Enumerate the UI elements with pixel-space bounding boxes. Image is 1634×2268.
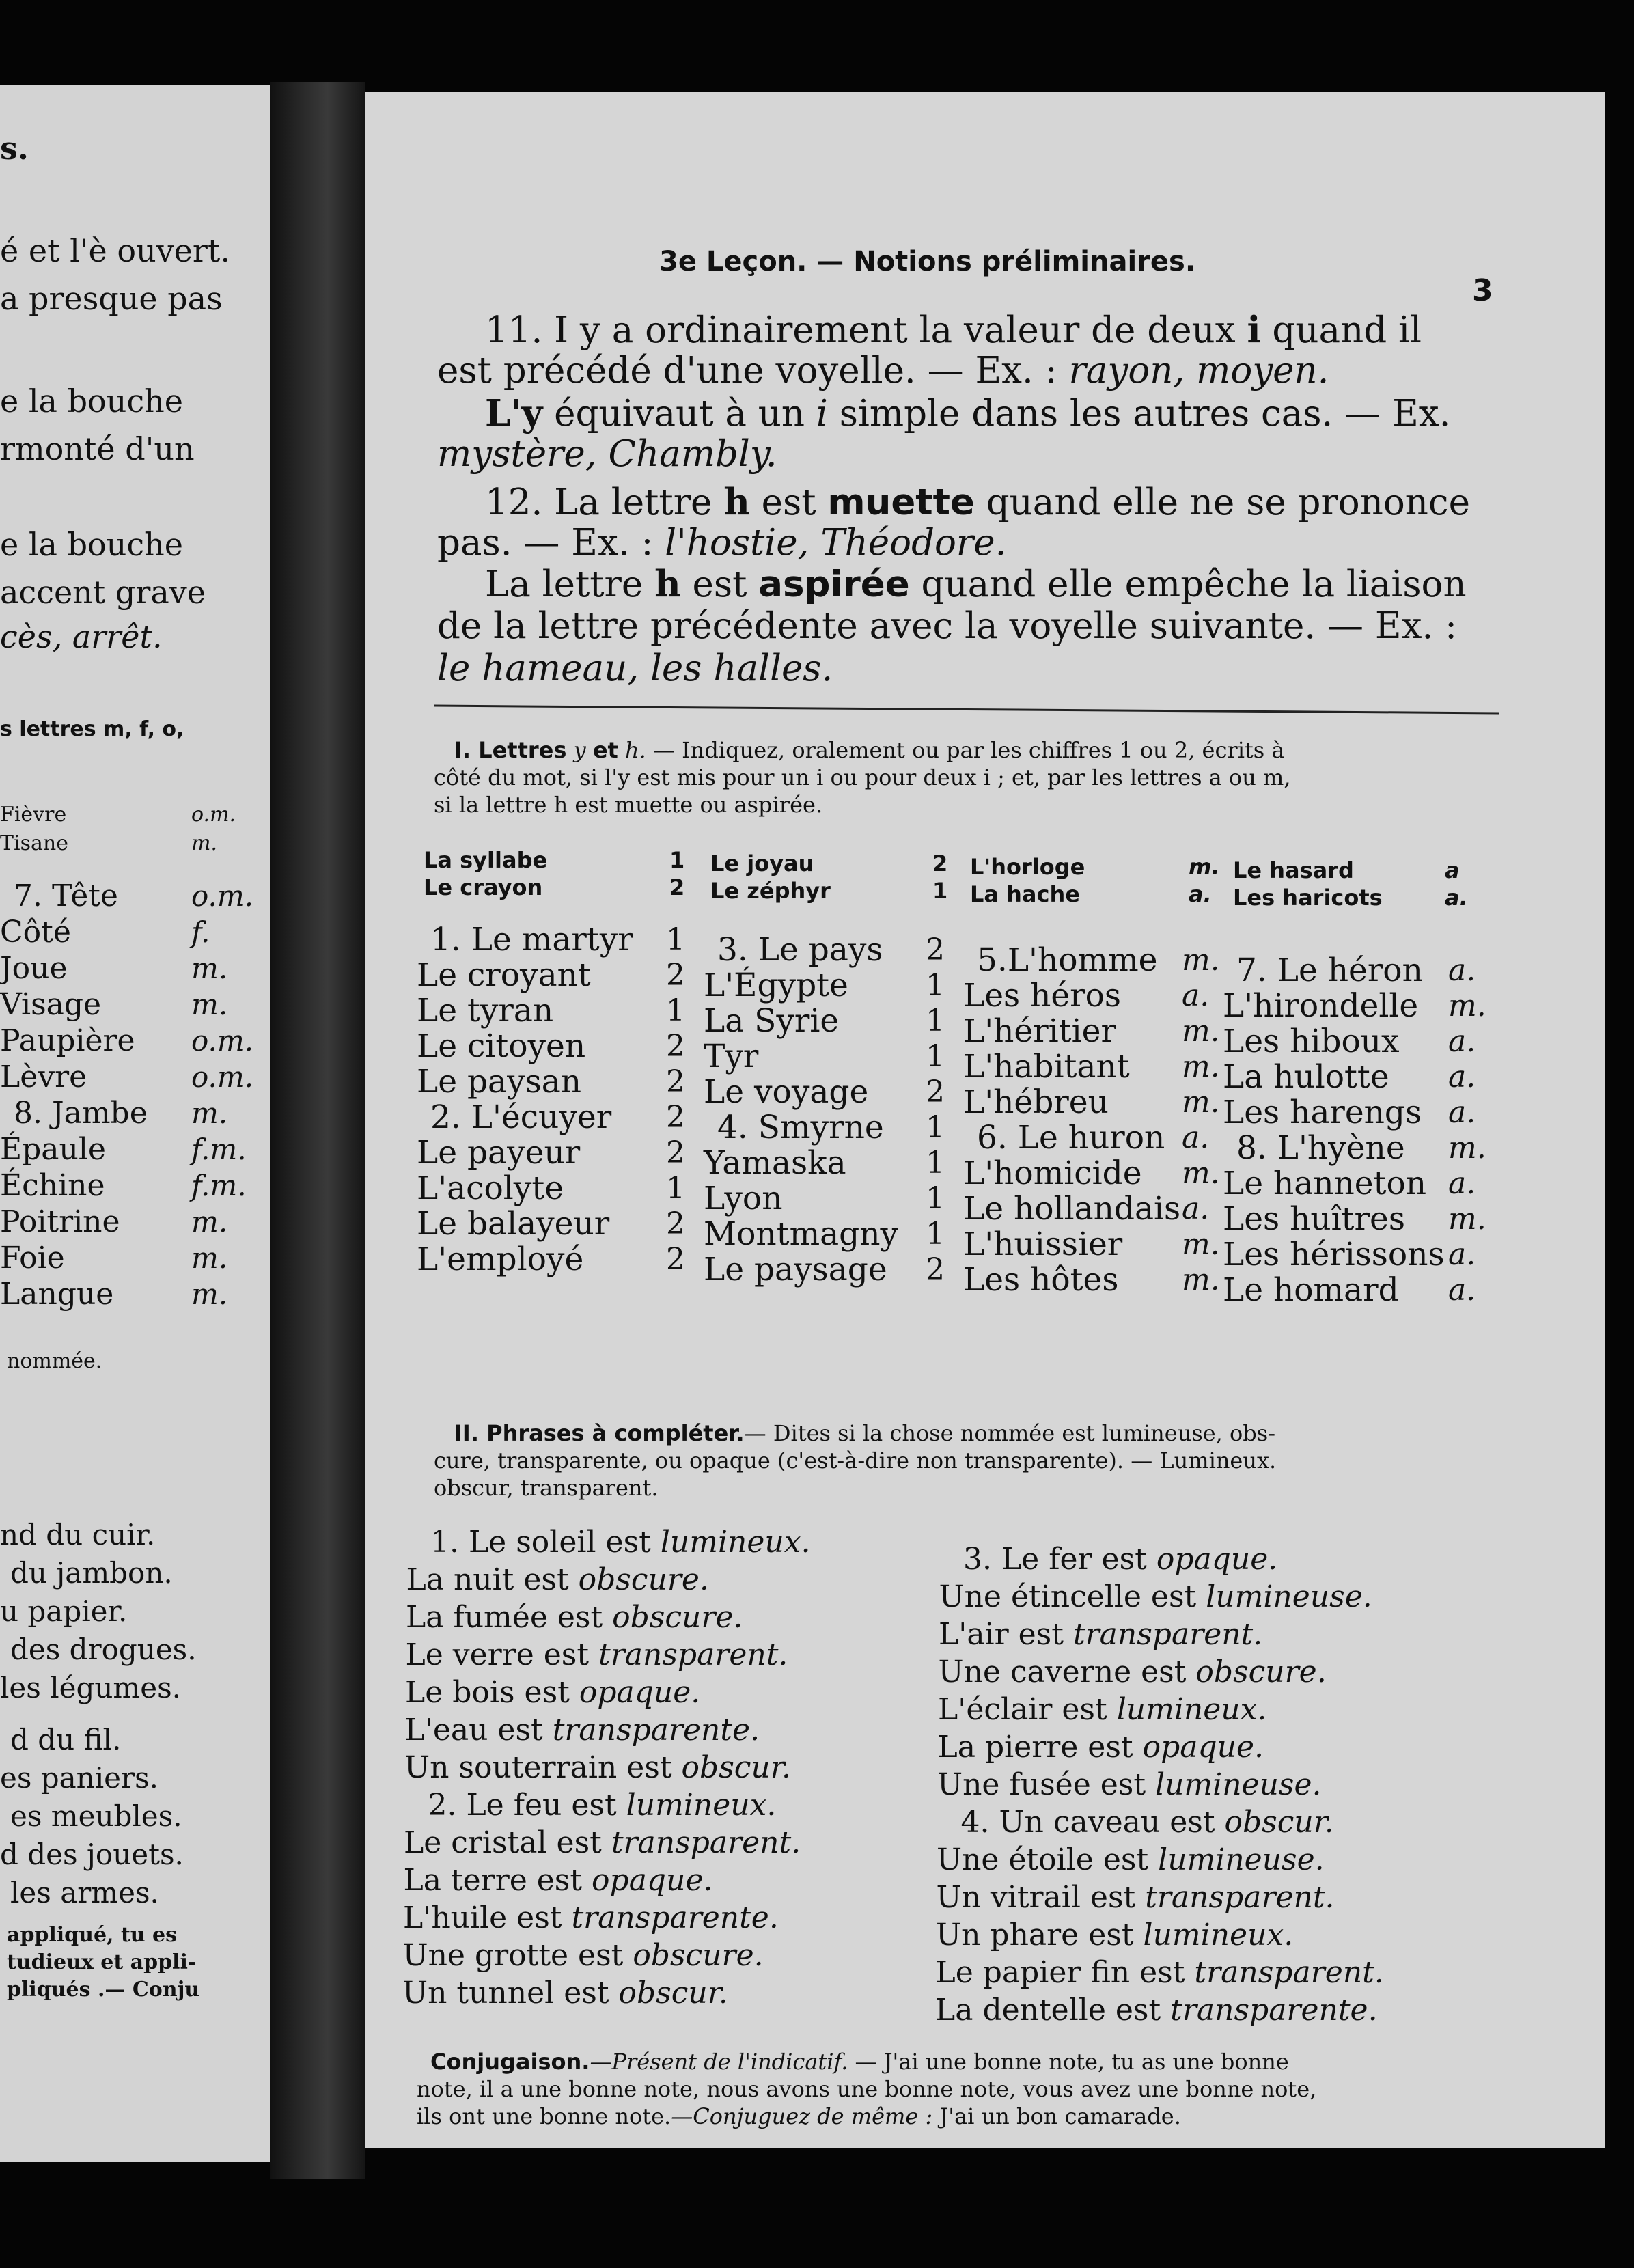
- exercise-1-line-3: si la lettre h est muette ou aspirée.: [434, 792, 823, 818]
- word-item: 1. Le martyr: [430, 921, 633, 958]
- left-page-word: Tisane: [0, 831, 68, 855]
- word-answer: 2: [666, 1242, 685, 1277]
- left-page-word: Lèvre: [0, 1060, 87, 1094]
- word-answer: 2: [666, 958, 685, 993]
- left-page-word-gender: m.: [191, 831, 217, 855]
- phrase-answer: opaque.: [1156, 1542, 1278, 1577]
- left-page-bottom-line: tudieux et appli-: [7, 1950, 197, 1974]
- phrase-line: [961, 1803, 1334, 1841]
- phrase-line: [404, 1862, 713, 1899]
- left-page-bottom-line: appliqué, tu es: [7, 1923, 178, 1947]
- example-word: Le joyau: [710, 850, 814, 876]
- phrase-line: [935, 1991, 1378, 2029]
- left-page-word: 8. Jambe: [14, 1096, 148, 1131]
- phrase-text: L'air est: [939, 1617, 1073, 1652]
- left-page-word: Poitrine: [0, 1204, 120, 1239]
- phrase-line: [403, 1937, 764, 1974]
- left-page-line: rmonté d'un: [0, 430, 195, 467]
- word-answer: 1: [926, 1039, 945, 1074]
- phrase-answer: obscure.: [1195, 1655, 1327, 1689]
- left-page-phrase: es meubles.: [10, 1799, 182, 1833]
- rule-11-line-4: mystère, Chambly.: [437, 433, 777, 475]
- word-item: 7. Le héron: [1236, 952, 1423, 989]
- phrase-line: [405, 1674, 700, 1711]
- example-word: Le zéphyr: [710, 878, 831, 904]
- left-page-phrase: du jambon.: [10, 1556, 173, 1590]
- word-item: L'huissier: [963, 1226, 1123, 1263]
- rule-11-line-3: L'y équivaut à un i simple dans les autres cas. — Ex.: [485, 392, 1451, 434]
- left-page-line: s.: [0, 130, 29, 167]
- word-answer: 2: [666, 1029, 685, 1064]
- phrase-line: [406, 1561, 709, 1599]
- phrase-answer: obscure.: [612, 1600, 743, 1635]
- word-answer: m.: [1448, 1131, 1486, 1165]
- phrase-answer: obscur.: [1224, 1805, 1334, 1840]
- word-answer: m.: [1182, 1262, 1220, 1297]
- left-page-word: Échine: [0, 1168, 105, 1203]
- left-page-line: a presque pas: [0, 280, 223, 317]
- example-answer: a.: [1445, 885, 1468, 911]
- phrase-answer: obscure.: [578, 1562, 709, 1597]
- phrase-line: [430, 1523, 811, 1561]
- phrase-answer: transparente.: [552, 1713, 760, 1747]
- phrase-text: L'eau est: [404, 1713, 553, 1747]
- rule-11-line-2: est précédé d'une voyelle. — Ex. : rayon, moyen.: [437, 350, 1329, 391]
- word-answer: a.: [1182, 1191, 1210, 1226]
- left-page-phrase: es paniers.: [0, 1761, 159, 1795]
- rule-12-line-5: le hameau, les halles.: [437, 648, 833, 689]
- left-page-small-line: s lettres m, f, o,: [0, 717, 184, 741]
- phrase-line: [938, 1728, 1264, 1766]
- left-page-word: Fièvre: [0, 803, 67, 827]
- example-answer: m.: [1189, 854, 1220, 880]
- phrase-text: Une étincelle est: [939, 1579, 1206, 1614]
- rule-12-line-4: de la lettre précédente avec la voyelle suivante. — Ex. :: [437, 605, 1458, 647]
- word-answer: m.: [1182, 1156, 1220, 1191]
- phrase-text: Le bois est: [405, 1675, 579, 1710]
- word-answer: 2: [666, 1135, 685, 1170]
- word-answer: 2: [666, 1100, 685, 1135]
- phrase-answer: transparent.: [611, 1825, 801, 1860]
- phrase-text: Une fusée est: [937, 1767, 1155, 1802]
- exercise-2-line-3: obscur, transparent.: [434, 1475, 659, 1501]
- word-item: Le croyant: [417, 956, 591, 994]
- phrase-text: La terre est: [403, 1863, 592, 1898]
- left-page-phrase: nd du cuir.: [0, 1518, 156, 1551]
- phrase-text: Un tunnel est: [402, 1976, 619, 2010]
- phrase-text: Une étoile est: [937, 1842, 1159, 1877]
- word-answer: a.: [1448, 1237, 1476, 1272]
- phrase-line: [936, 1916, 1293, 1954]
- left-page-word-gender: f.m.: [191, 1133, 247, 1166]
- phrase-text: Un phare est: [936, 1918, 1144, 1952]
- exercise-2-line-1: II. Phrases à compléter.— Dites si la chose nommée est lumineuse, obs-: [454, 1420, 1275, 1446]
- example-word: La syllabe: [424, 847, 548, 873]
- word-item: Les héros: [963, 977, 1122, 1014]
- example-answer: 1: [932, 878, 948, 904]
- word-item: L'hirondelle: [1223, 987, 1419, 1025]
- word-answer: 1: [666, 993, 685, 1028]
- phrase-answer: transparent.: [1145, 1880, 1335, 1915]
- phrase-text: 3. Le fer est: [963, 1542, 1157, 1577]
- phrase-line: [428, 1786, 777, 1824]
- example-word: Le crayon: [424, 874, 543, 900]
- left-page-word: Foie: [0, 1241, 65, 1275]
- example-word: Le hasard: [1233, 857, 1354, 883]
- example-answer: a.: [1189, 881, 1212, 907]
- phrase-text: Le papier fin est: [935, 1955, 1195, 1990]
- conjugaison-line-1: Conjugaison.—Présent de l'indicatif. — J'ai une bonne note, tu as une bonne: [430, 2049, 1289, 2075]
- phrase-line: [403, 1899, 779, 1937]
- phrase-text: 1. Le soleil est: [430, 1525, 661, 1560]
- phrase-answer: obscure.: [633, 1938, 764, 1973]
- phrase-text: 2. Le feu est: [428, 1788, 626, 1823]
- phrase-text: Le cristal est: [404, 1825, 611, 1860]
- word-answer: a.: [1448, 1060, 1476, 1094]
- rule-12-line-1: 12. La lettre h est muette quand elle ne se prononce: [485, 481, 1470, 523]
- left-page-word-gender: m.: [191, 1096, 228, 1130]
- word-answer: 1: [926, 1217, 945, 1251]
- word-answer: a.: [1182, 1120, 1210, 1155]
- word-item: Les hôtes: [963, 1261, 1119, 1299]
- word-answer: m.: [1182, 1227, 1220, 1262]
- left-page-phrase: les légumes.: [0, 1671, 182, 1704]
- word-item: Le paysan: [417, 1063, 582, 1101]
- left-page-word-gender: f.: [191, 915, 210, 949]
- word-answer: a.: [1448, 1095, 1476, 1130]
- word-item: L'acolyte: [417, 1170, 564, 1207]
- section-divider: [434, 705, 1499, 715]
- word-answer: a.: [1448, 1166, 1476, 1201]
- word-answer: m.: [1182, 1085, 1220, 1120]
- word-item: La Syrie: [704, 1002, 840, 1040]
- word-answer: a.: [1448, 1273, 1476, 1308]
- phrase-line: [406, 1599, 743, 1636]
- exercise-1-line-2: côté du mot, si l'y est mis pour un i ou pour deux i ; et, par les lettres a ou m,: [434, 764, 1291, 790]
- word-item: Le tyran: [417, 992, 554, 1029]
- word-item: Les huîtres: [1223, 1200, 1405, 1238]
- left-page-word-gender: m.: [191, 1205, 228, 1239]
- rule-11-line-1: 11. I y a ordinairement la valeur de deux i quand il: [485, 309, 1422, 351]
- book-gutter: [270, 82, 365, 2179]
- word-item: 4. Smyrne: [717, 1109, 884, 1146]
- word-item: Le homard: [1223, 1271, 1399, 1309]
- phrase-line: [939, 1578, 1372, 1616]
- left-page-word-gender: o.m.: [191, 1060, 254, 1094]
- word-item: Montmagny: [704, 1215, 899, 1253]
- rule-12-line-3: La lettre h est aspirée quand elle empêche la liaison: [485, 563, 1467, 605]
- word-item: Les harengs: [1223, 1094, 1422, 1131]
- word-item: La hulotte: [1223, 1058, 1389, 1096]
- left-page-word: Paupière: [0, 1023, 135, 1058]
- conjugaison-line-3: ils ont une bonne note.—Conjuguez de même : J'ai un bon camarade.: [417, 2103, 1181, 2129]
- word-item: L'héritier: [963, 1012, 1116, 1050]
- left-page-word-gender: o.m.: [191, 879, 254, 913]
- phrase-text: La nuit est: [406, 1562, 579, 1597]
- word-answer: a.: [1448, 1024, 1476, 1059]
- left-page-word: Visage: [0, 987, 102, 1022]
- phrase-text: Un souterrain est: [404, 1750, 682, 1785]
- phrase-line: [936, 1954, 1384, 1991]
- word-item: 5.L'homme: [977, 941, 1158, 979]
- example-answer: a: [1445, 857, 1460, 883]
- left-page-phrase: d du fil.: [10, 1723, 122, 1756]
- word-answer: 1: [926, 1146, 945, 1180]
- word-item: L'habitant: [963, 1048, 1130, 1085]
- word-answer: 1: [666, 922, 685, 957]
- word-answer: 2: [926, 1075, 945, 1109]
- word-item: 6. Le huron: [977, 1119, 1165, 1157]
- example-answer: 2: [932, 850, 948, 876]
- page-header-title: 3e Leçon. — Notions préliminaires.: [659, 246, 1196, 277]
- word-item: Yamaska: [704, 1144, 846, 1182]
- word-answer: m.: [1182, 1014, 1220, 1049]
- left-page-word-gender: f.m.: [191, 1169, 247, 1202]
- phrase-answer: obscur.: [681, 1750, 791, 1785]
- word-answer: 2: [666, 1064, 685, 1099]
- phrase-text: Une grotte est: [402, 1938, 633, 1973]
- conjugaison-line-2: note, il a une bonne note, nous avons une bonne note, vous avez une bonne note,: [417, 2076, 1317, 2102]
- phrase-answer: opaque.: [592, 1863, 713, 1898]
- left-page-word: Côté: [0, 915, 71, 950]
- phrase-answer: lumineux.: [1143, 1918, 1294, 1952]
- left-page-line: e la bouche: [0, 526, 183, 563]
- phrase-answer: lumineuse.: [1158, 1842, 1325, 1877]
- phrase-text: Le verre est: [405, 1637, 599, 1672]
- example-answer: 2: [669, 874, 685, 900]
- word-item: Les hiboux: [1223, 1023, 1400, 1060]
- phrase-text: Un vitrail est: [936, 1880, 1146, 1915]
- word-item: Le paysage: [704, 1251, 887, 1288]
- left-page-word-gender: o.m.: [191, 803, 236, 827]
- word-item: Le hollandais: [963, 1190, 1181, 1228]
- word-answer: 1: [926, 1181, 945, 1216]
- word-answer: m.: [1448, 988, 1486, 1023]
- left-page-line: accent grave: [0, 574, 206, 611]
- word-answer: m.: [1182, 943, 1220, 978]
- left-page-phrase: u papier.: [0, 1594, 128, 1628]
- left-page-phrase: les armes.: [10, 1876, 159, 1909]
- left-page-word-gender: m.: [191, 1277, 228, 1311]
- phrase-answer: opaque.: [1142, 1730, 1264, 1765]
- left-page-word: Langue: [0, 1277, 114, 1312]
- word-item: Le hanneton: [1223, 1165, 1427, 1202]
- word-answer: m.: [1182, 1049, 1220, 1084]
- exercise-1-line-1: I. Lettres y et h. — Indiquez, oralement ou par les chiffres 1 ou 2, écrits à: [454, 737, 1285, 763]
- left-page-word: Épaule: [0, 1132, 106, 1167]
- left-page-bottom-line: pliqués .— Conju: [7, 1978, 200, 2002]
- left-page-word-gender: m.: [191, 1241, 228, 1275]
- phrase-text: La pierre est: [937, 1730, 1143, 1765]
- word-answer: 1: [926, 1110, 945, 1145]
- phrase-answer: obscur.: [618, 1976, 728, 2010]
- word-answer: 1: [926, 968, 945, 1003]
- phrase-answer: lumineux.: [1116, 1692, 1267, 1727]
- phrase-line: [939, 1616, 1262, 1653]
- word-answer: 2: [666, 1206, 685, 1241]
- phrase-line: [937, 1766, 1322, 1803]
- word-item: Le balayeur: [417, 1205, 610, 1243]
- left-page-line: é et l'è ouvert.: [0, 232, 231, 269]
- phrase-answer: transparente.: [1170, 1993, 1378, 2028]
- phrase-line: [937, 1841, 1325, 1879]
- phrase-answer: transparent.: [1194, 1955, 1384, 1990]
- word-item: Le voyage: [704, 1073, 869, 1111]
- phrase-answer: transparente.: [571, 1900, 779, 1935]
- example-word: L'horloge: [970, 854, 1085, 880]
- word-item: Le citoyen: [417, 1027, 586, 1065]
- phrase-text: L'huile est: [403, 1900, 572, 1935]
- phrase-line: [406, 1636, 788, 1674]
- word-item: L'Égypte: [704, 967, 848, 1004]
- left-page-word-gender: m.: [191, 988, 228, 1021]
- word-item: L'homicide: [963, 1154, 1142, 1192]
- phrase-text: La fumée est: [406, 1600, 613, 1635]
- word-item: Le payeur: [417, 1134, 581, 1172]
- phrase-line: [963, 1540, 1277, 1578]
- word-item: 8. L'hyène: [1236, 1129, 1405, 1167]
- word-item: Les hérissons: [1223, 1236, 1445, 1273]
- phrase-line: [937, 1879, 1335, 1916]
- word-answer: a.: [1182, 978, 1210, 1013]
- phrase-line: [402, 1974, 728, 2012]
- left-page-line: cès, arrêt.: [0, 618, 163, 655]
- phrase-answer: transparent.: [598, 1637, 788, 1672]
- phrase-line: [404, 1824, 801, 1862]
- phrase-line: [938, 1691, 1266, 1728]
- page-number: 3: [1472, 273, 1493, 308]
- word-item: 3. Le pays: [717, 931, 883, 969]
- phrase-answer: lumineux.: [660, 1525, 811, 1560]
- word-answer: a.: [1448, 953, 1476, 988]
- example-word: La hache: [970, 881, 1080, 907]
- word-answer: 1: [926, 1004, 945, 1038]
- right-page: [365, 92, 1605, 2148]
- example-answer: 1: [669, 847, 685, 873]
- exercise-2-line-2: cure, transparente, ou opaque (c'est-à-dire non transparente). — Lumineux.: [434, 1448, 1277, 1474]
- phrase-line: [405, 1711, 760, 1749]
- word-item: L'hébreu: [963, 1083, 1109, 1121]
- phrase-text: L'éclair est: [938, 1692, 1117, 1727]
- left-page-nommee: nommée.: [7, 1349, 102, 1373]
- left-page: [0, 85, 270, 2162]
- word-item: L'employé: [417, 1241, 584, 1278]
- word-answer: 2: [926, 932, 945, 967]
- phrase-line: [404, 1749, 791, 1786]
- word-answer: m.: [1448, 1202, 1486, 1236]
- left-page-word-gender: o.m.: [191, 1024, 254, 1057]
- phrase-answer: opaque.: [579, 1675, 701, 1710]
- word-item: 2. L'écuyer: [430, 1098, 612, 1136]
- left-page-phrase: d des jouets.: [0, 1838, 184, 1871]
- left-page-word: 7. Tête: [14, 879, 118, 913]
- example-word: Les haricots: [1233, 885, 1383, 911]
- phrase-answer: lumineuse.: [1206, 1579, 1372, 1614]
- phrase-answer: lumineux.: [626, 1788, 777, 1823]
- phrase-answer: transparent.: [1072, 1617, 1263, 1652]
- phrase-answer: lumineuse.: [1155, 1767, 1322, 1802]
- word-answer: 2: [926, 1252, 945, 1287]
- phrase-text: 4. Un caveau est: [960, 1805, 1225, 1840]
- phrase-line: [939, 1653, 1327, 1691]
- rule-12-line-2: pas. — Ex. : l'hostie, Théodore.: [437, 522, 1007, 564]
- phrase-text: La dentelle est: [935, 1993, 1171, 2028]
- word-answer: 1: [666, 1171, 685, 1206]
- word-item: Lyon: [704, 1180, 783, 1217]
- phrase-text: Une caverne est: [938, 1655, 1196, 1689]
- word-item: Tyr: [704, 1038, 759, 1075]
- left-page-word-gender: m.: [191, 952, 228, 985]
- left-page-line: e la bouche: [0, 383, 183, 419]
- left-page-word: Joue: [0, 951, 68, 986]
- left-page-phrase: des drogues.: [10, 1633, 197, 1666]
